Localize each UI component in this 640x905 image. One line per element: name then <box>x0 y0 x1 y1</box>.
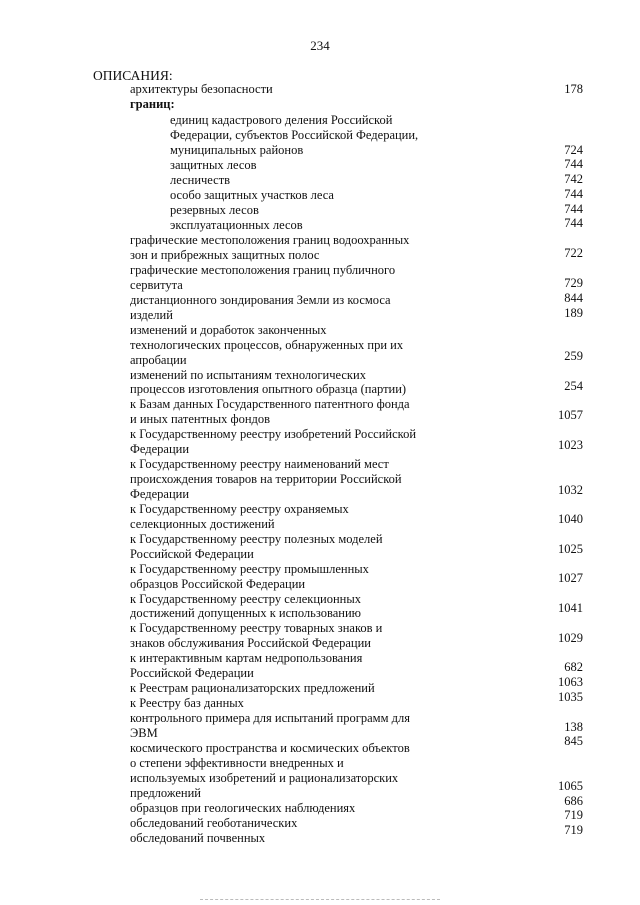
index-entry: Федерации <box>130 442 190 456</box>
page-ref: 1029 <box>558 631 583 645</box>
index-entry: предложений <box>130 786 201 800</box>
index-entry: к Государственному реестру наименований мест <box>130 457 389 471</box>
index-entry: Российской Федерации <box>130 666 254 680</box>
page-ref: 719 <box>564 808 583 822</box>
index-entry: лесничеств <box>170 173 231 187</box>
page-ref: 189 <box>564 306 583 320</box>
index-entry: происхождения товаров на территории Российской <box>130 472 402 486</box>
page-ref: 719 <box>564 823 583 837</box>
page-ref: 1027 <box>558 571 583 585</box>
index-entry: к Государственному реестру изобретений Российской <box>130 427 417 441</box>
index-entry: Федерации, субъектов Российской Федерации, <box>170 128 419 142</box>
index-entry: муниципальных районов <box>170 143 304 157</box>
page-number: 234 <box>310 38 330 53</box>
index-entry: ЭВМ <box>130 726 158 740</box>
page-ref: 844 <box>564 291 583 305</box>
index-entry: единиц кадастрового деления Российской <box>170 113 393 127</box>
index-entry: к Государственному реестру охраняемых <box>130 502 349 516</box>
index-entry: Федерации <box>130 487 190 501</box>
page-ref: 1057 <box>558 408 583 422</box>
page-ref: 686 <box>564 794 583 808</box>
index-entry: процессов изготовления опытного образца (партии) <box>130 382 407 396</box>
index-entry: к Государственному реестру промышленных <box>130 562 369 576</box>
page-ref: 1025 <box>558 542 583 556</box>
index-entry: резервных лесов <box>170 203 259 217</box>
page-ref: 254 <box>564 379 583 393</box>
page-ref: 742 <box>564 172 583 186</box>
index-entry: зон и прибрежных защитных полос <box>130 248 320 262</box>
page-ref: 722 <box>564 246 583 260</box>
page-ref: 744 <box>564 157 583 171</box>
index-entry: технологических процессов, обнаруженных при их <box>130 338 404 352</box>
index-entry: эксплуатационных лесов <box>170 218 303 232</box>
index-entry: апробации <box>130 353 187 367</box>
page-ref: 259 <box>564 349 583 363</box>
page-ref: 1041 <box>558 601 583 615</box>
index-entry: к Реестру баз данных <box>130 696 244 710</box>
index-entry: селекционных достижений <box>130 517 275 531</box>
index-entry: достижений допущенных к использованию <box>130 606 361 620</box>
index-entry: особо защитных участков леса <box>170 188 334 202</box>
index-entry: обследований геоботанических <box>130 816 298 830</box>
index-entry: изделий <box>130 308 173 322</box>
index-entry: знаков обслуживания Российской Федерации <box>130 636 371 650</box>
index-entry: к Государственному реестру полезных моделей <box>130 532 383 546</box>
index-entry: к Реестрам рационализаторских предложений <box>130 681 375 695</box>
index-entry: используемых изобретений и рационализаторских <box>130 771 399 785</box>
index-entry: к Государственному реестру селекционных <box>130 592 361 606</box>
page-ref: 744 <box>564 216 583 230</box>
page-ref: 724 <box>564 143 583 157</box>
page-ref: 1032 <box>558 483 583 497</box>
page-ref: 845 <box>564 734 583 748</box>
page-ref: 1035 <box>558 690 583 704</box>
page-ref: 1063 <box>558 675 583 689</box>
page-ref: 178 <box>564 82 583 96</box>
index-entry: изменений и доработок законченных <box>130 323 327 337</box>
index-entry: сервитута <box>130 278 183 292</box>
page-ref: 744 <box>564 187 583 201</box>
index-entry: Российской Федерации <box>130 547 254 561</box>
index-entry: защитных лесов <box>170 158 257 172</box>
page-ref: 729 <box>564 276 583 290</box>
index-entry: дистанционного зондирования Земли из космоса <box>130 293 391 307</box>
page-ref: 744 <box>564 202 583 216</box>
index-entry: о степени эффективности внедренных и <box>130 756 344 770</box>
index-entry: контрольного примера для испытаний программ для <box>130 711 410 725</box>
page-ref: 1065 <box>558 779 583 793</box>
page-ref: 138 <box>564 720 583 734</box>
index-heading: ОПИСАНИЯ: <box>93 68 173 83</box>
index-entry: графические местоположения границ водоохранных <box>130 233 410 247</box>
index-entry: к Базам данных Государственного патентного фонда <box>130 397 410 411</box>
page-edge-divider <box>200 899 440 900</box>
index-entry: графические местоположения границ публичного <box>130 263 396 277</box>
index-entry: космического пространства и космических объектов <box>130 741 410 755</box>
index-entry: изменений по испытаниям технологических <box>130 368 366 382</box>
index-entry: обследований почвенных <box>130 831 266 845</box>
index-entry: границ: <box>130 97 175 111</box>
index-entry: образцов Российской Федерации <box>130 577 306 591</box>
index-entry: к Государственному реестру товарных знаков и <box>130 621 383 635</box>
page-ref: 1040 <box>558 512 583 526</box>
index-entry: к интерактивным картам недропользования <box>130 651 363 665</box>
index-entry: образцов при геологических наблюдениях <box>130 801 356 815</box>
page-ref: 682 <box>564 660 583 674</box>
page-ref: 1023 <box>558 438 583 452</box>
index-entry: архитектуры безопасности <box>130 82 273 96</box>
index-entry: и иных патентных фондов <box>130 412 271 426</box>
